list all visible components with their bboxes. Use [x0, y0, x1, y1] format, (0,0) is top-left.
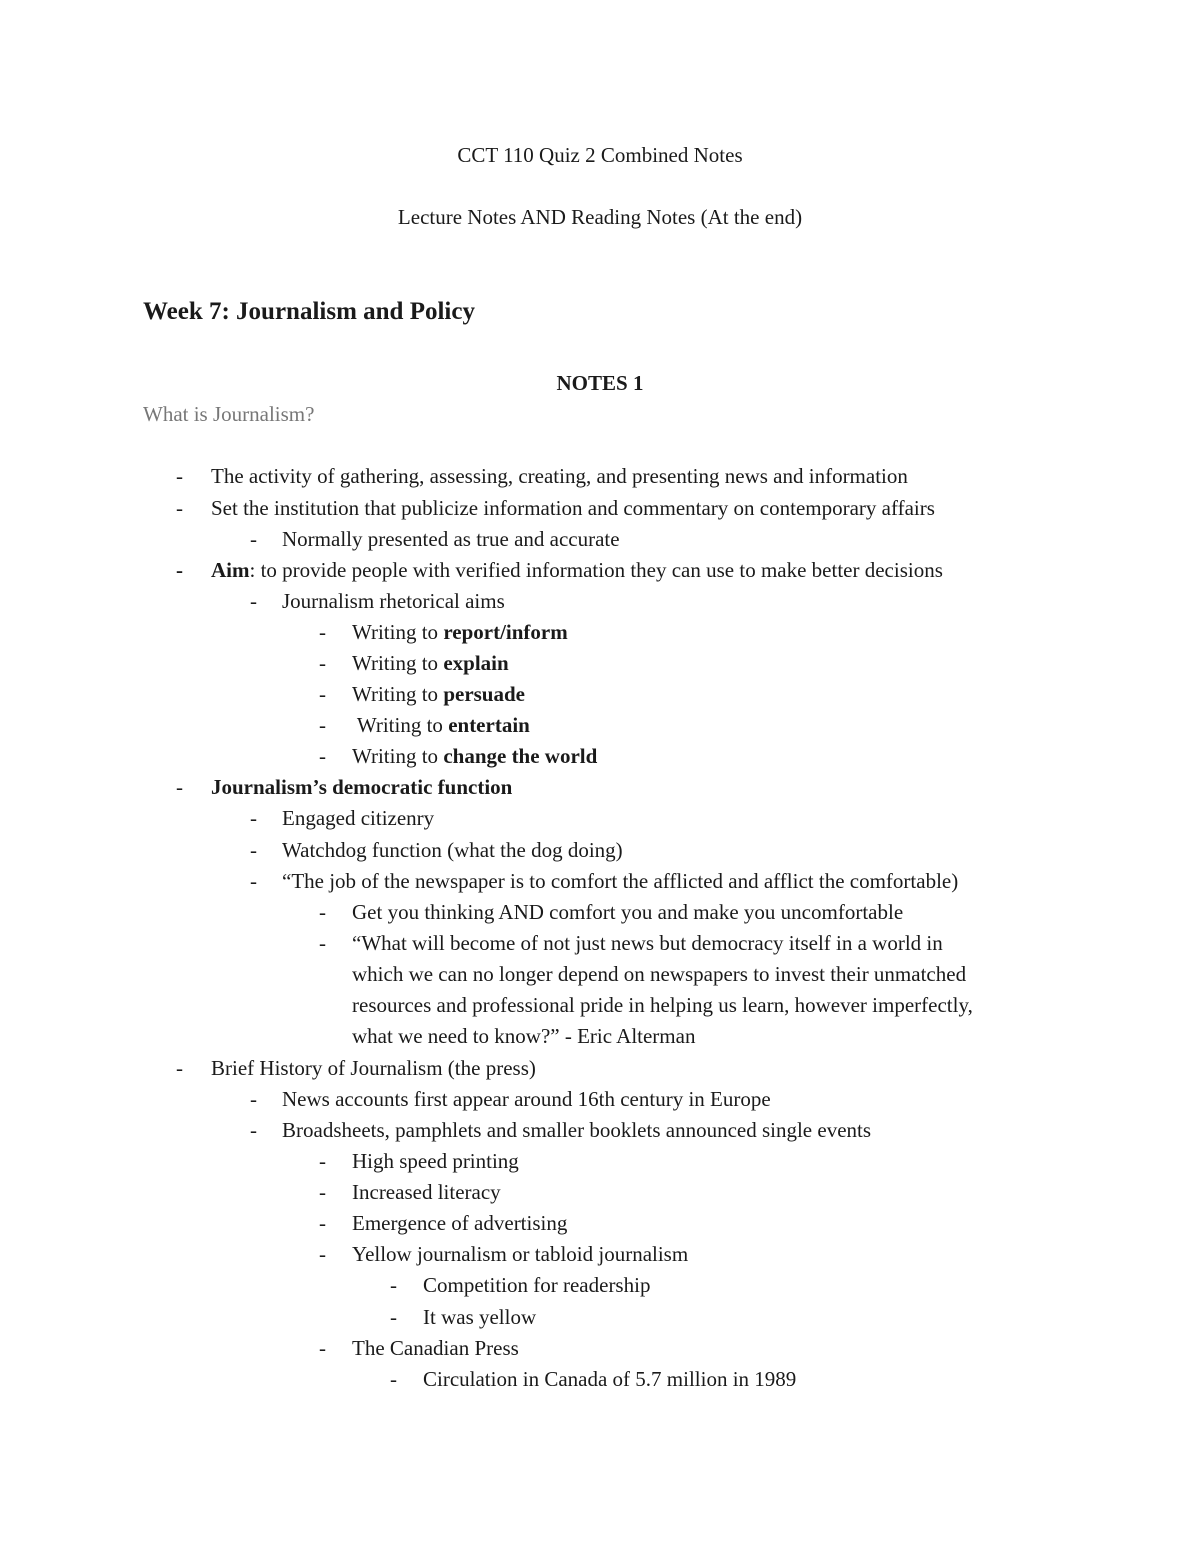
list-item-text: Journalism’s democratic function [211, 775, 513, 799]
bullet-dash: - [319, 713, 326, 737]
bullet-dash: - [319, 1149, 326, 1173]
bullet-dash: - [319, 1211, 326, 1235]
list-item-text: Engaged citizenry [282, 806, 435, 830]
bullet-dash: - [176, 558, 183, 582]
bullet-dash: - [250, 589, 257, 613]
bullet-dash: - [319, 682, 326, 706]
list-item-text: Writing to report/inform [352, 620, 568, 644]
list-item-text: Writing to entertain [352, 713, 530, 737]
list-item-text: Writing to change the world [352, 744, 598, 768]
list-item-text: Journalism rhetorical aims [282, 589, 505, 613]
list-item-text: Watchdog function (what the dog doing) [282, 838, 623, 862]
list-item-text: Competition for readership [423, 1273, 651, 1297]
list-item-text: Emergence of advertising [352, 1211, 568, 1235]
bullet-dash: - [250, 1087, 257, 1111]
list-item-text: resources and professional pride in helping us learn, however imperfectly, [352, 993, 973, 1017]
bullet-dash: - [176, 775, 183, 799]
bullet-dash: - [390, 1305, 397, 1329]
list-item-text: Writing to explain [352, 651, 509, 675]
document-subtitle: Lecture Notes AND Reading Notes (At the end) [397, 205, 803, 229]
aim-term: Aim [211, 558, 250, 582]
list-item-text: Increased literacy [352, 1180, 501, 1204]
bullet-dash: - [250, 1118, 257, 1142]
notes-label: NOTES 1 [556, 371, 644, 395]
list-item-text: It was yellow [423, 1305, 537, 1329]
list-item-text: “What will become of not just news but democracy itself in a world in [352, 931, 943, 955]
bullet-dash: - [319, 1180, 326, 1204]
list-item-text: “The job of the newspaper is to comfort the afflicted and afflict the comfortable) [282, 869, 959, 893]
list-item-text: Circulation in Canada of 5.7 million in 1989 [423, 1367, 797, 1391]
bullet-dash: - [319, 1242, 326, 1266]
bullet-dash: - [250, 838, 257, 862]
list-item-text: News accounts first appear around 16th century in Europe [282, 1087, 771, 1111]
list-item-text: Broadsheets, pamphlets and smaller booklets announced single events [282, 1118, 872, 1142]
bullet-dash: - [319, 900, 326, 924]
bullet-dash: - [319, 651, 326, 675]
bullet-dash: - [176, 496, 183, 520]
bullet-dash: - [176, 464, 183, 488]
document-title: CCT 110 Quiz 2 Combined Notes [457, 143, 743, 167]
bullet-dash: - [319, 620, 326, 644]
list-item-text: High speed printing [352, 1149, 519, 1173]
list-item-text [211, 555, 943, 586]
list-item-text: Writing to persuade [352, 682, 525, 706]
list-item-text: Yellow journalism or tabloid journalism [352, 1242, 689, 1266]
list-item-text: Brief History of Journalism (the press) [211, 1056, 536, 1080]
list-item-text: what we need to know?” - Eric Alterman [352, 1024, 696, 1048]
bullet-dash: - [390, 1273, 397, 1297]
list-item-text: Normally presented as true and accurate [282, 527, 620, 551]
list-item-text: which we can no longer depend on newspapers to invest their unmatched [352, 962, 967, 986]
bullet-dash: - [390, 1367, 397, 1391]
week-heading: Week 7: Journalism and Policy [143, 298, 475, 325]
list-item-text: The Canadian Press [352, 1336, 519, 1360]
bullet-dash: - [250, 806, 257, 830]
list-item-text: Set the institution that publicize information and commentary on contemporary affairs [211, 496, 935, 520]
bullet-dash: - [176, 1056, 183, 1080]
section-title: What is Journalism? [143, 402, 315, 426]
list-item-text: The activity of gathering, assessing, creating, and presenting news and information [211, 464, 908, 488]
bullet-dash: - [319, 1336, 326, 1360]
bullet-dash: - [319, 744, 326, 768]
list-item-text: Get you thinking AND comfort you and make you uncomfortable [352, 900, 904, 924]
bullet-dash: - [250, 869, 257, 893]
bullet-dash: - [319, 931, 326, 955]
aim-definition: : to provide people with verified information they can use to make better decisions [249, 558, 943, 582]
bullet-dash: - [250, 527, 257, 551]
